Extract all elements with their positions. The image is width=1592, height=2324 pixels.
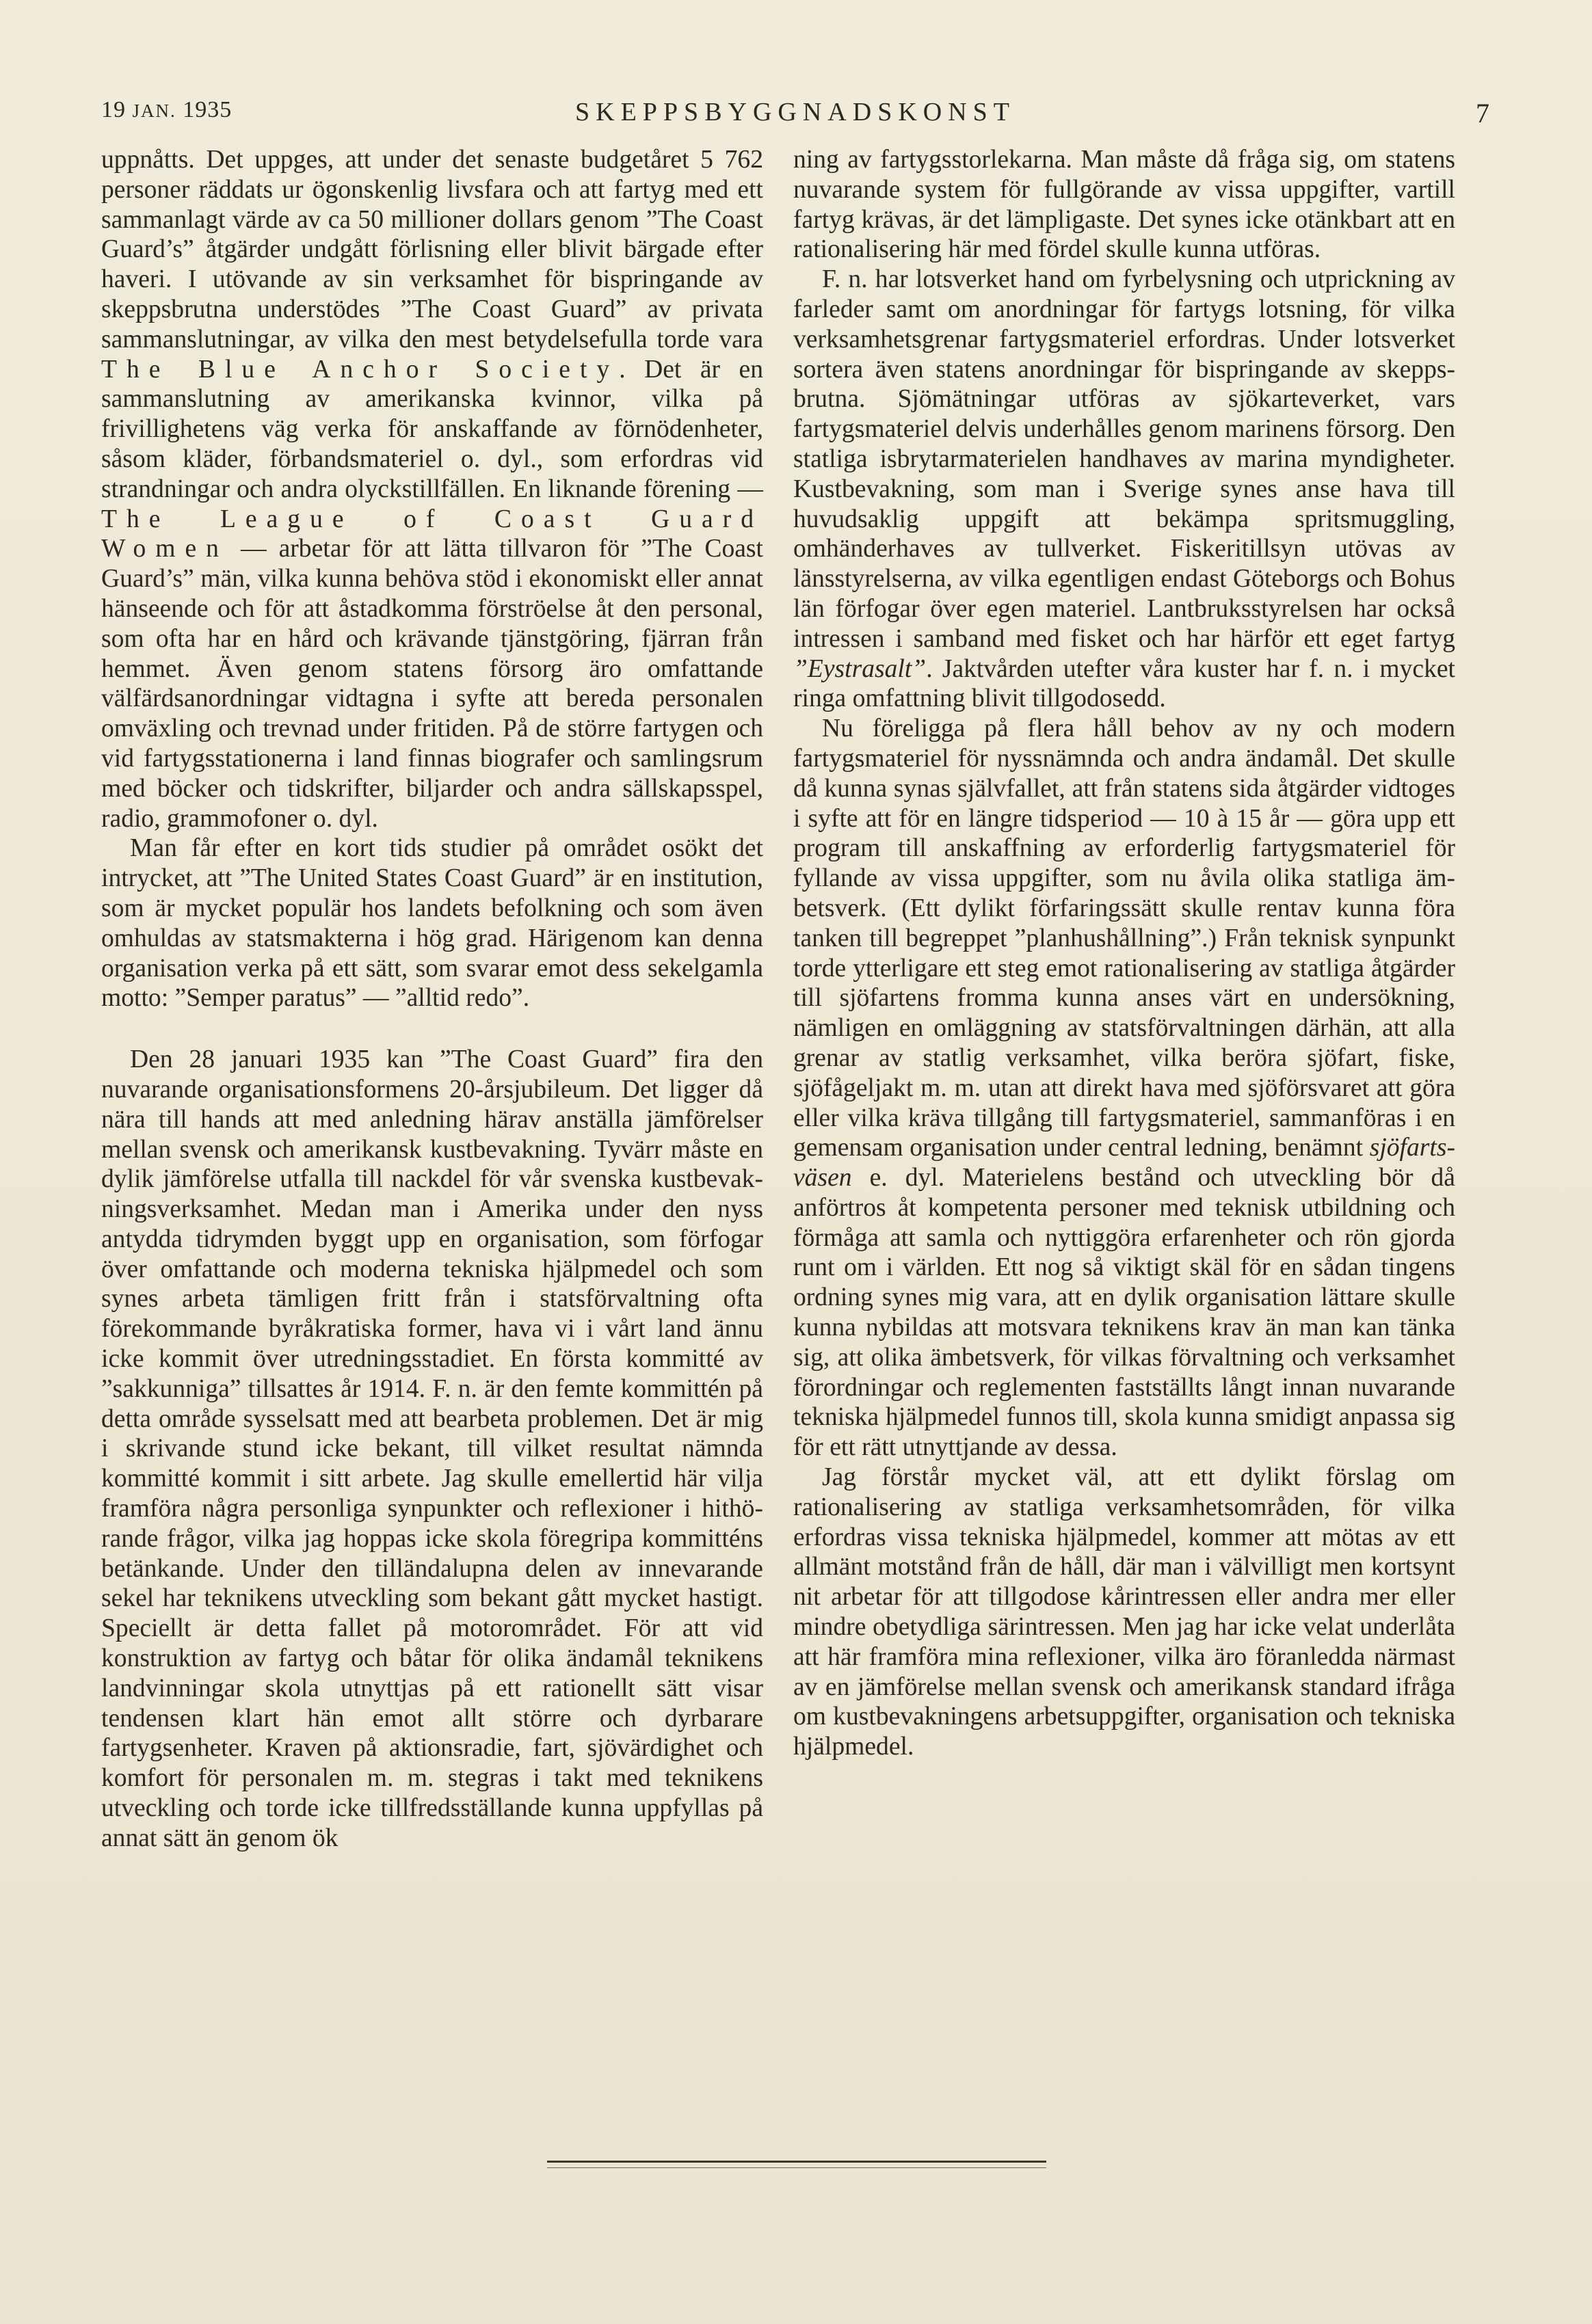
paragraph-agencies — [793, 265, 1455, 714]
paragraph-conclusion: Jag förstår mycket väl, att ett dylikt förslag om rationalisering av statliga verksamhetsområden, för vilka erfordras vissa tekniska hjälpmedel, kommer att mötas av ett allmänt motstånd från de håll, där man i välvilligt men kortsynt nit arbetar för att tillgodose kårintressen eller andra mer eller mindre obetydliga särintressen. Men jag har icke velat underlåta att här framföra mina reflexioner, vilka äro föranledda närmast av en jämförelse mellan svensk och amerikansk standard ifråga om kustbevakningens arbetsuppgifter, organisation och tekniska hjälpmedel. — [793, 1463, 1455, 1761]
spaced-name-blue-anchor: The Blue Anchor Society — [101, 355, 620, 384]
right-column — [793, 145, 1455, 1762]
text-run: Nu föreligga på flera håll behov av ny och modern fartygsmateriel för nyssnämnda och andra ändamål. Det skulle då kunna synas självfallet, att från statens sida åtgärder vidtoges i syfte att för en längre tidsperiod — 10 à 15 år — göra upp ett program till anskaffning av erforderlig fartygsmateriel för fyllande av vissa uppgifter, som nu åvila olika statliga ämbetsverk. (Ett dylikt förfaringssätt skulle rentav kunna föra tanken till begreppet ”planhushållning”.) Från teknisk synpunkt torde ytterligare ett steg emot rationalisering av statliga åtgärder till sjöfartens fromma kunna anses värt en undersökning, nämligen en omläggning av statsförvaltningen därhän, att alla grenar av statlig verksamhet, vilka beröra sjöfart, fiske, sjöfågeljakt m. m. utan att direkt hava med sjöförsvaret att göra eller vilka kräva tillgång till fartygsmateriel, sammanföras i en gemensam organisation under central ledning, benämnt — [793, 714, 1455, 1162]
vessel-name-eystrasalt: ”Eystrasalt” — [793, 654, 927, 683]
end-rule — [547, 2161, 1046, 2163]
paragraph-anniversary: Den 28 januari 1935 kan ”The Coast Guard” fira den nuvarande organisationsformens 20-årsjubileum. Det ligger då nära till hands att med anledning härav anställa jämförelser mellan svensk och amerikansk kustbevakning. Tyvärr måste en dylik jämförelse utfalla till nackdel för vår svenska kustbevakningsverksamhet. Medan man i Amerika under den nyss antydda tidrymden byggt upp en organisation, som förfogar över omfattande och moderna tekniska hjälpmedel och som synes arbeta tämligen fritt från i statsförvaltning ofta förekommande byråkratiska former, hava vi i vårt land ännu icke kommit över utredningsstadiet. En första kommitté av ”sakkunniga” tillsattes år 1914. F. n. är den femte kommittén på detta område sysselsatt med att bearbeta problemen. Det är mig i skrivande stund icke bekant, till vilket resultat nämnda kommitté kommit i sitt arbete. Jag skulle emellertid här vilja framföra några personliga synpunkter och reflexioner i hithörande frågor, vilka jag hoppas icke skola föregripa kommitténs betänkande. Under den tilländalupna delen av innevarande sekel har teknikens utveckling som bekant gått mycket hastigt. Speciellt är detta fallet på motorområdet. För att vid konstruktion av fartyg och båtar för olika ändamål teknikens landvinningar skola utnyttjas på ett rationellt sätt visar tendensen klart hän emot allt större och dyrbarare fartygsenheter. Kraven på aktionsradie, fart, sjövärdighet och komfort för personalen m. m. stegras i takt med teknikens utveckling och torde icke tillfredsställande kunna uppfyllas på annat sätt än genom ök — [101, 1045, 763, 1852]
paragraph-coast-guard-rescues — [101, 145, 763, 833]
paragraph-semper-paratus: Man får efter en kort tids studier på området osökt det intrycket, att ”The United States Coast Guard” är en institution, som är mycket populär hos landets befolkning och som även omhuldas av statsmakterna i hög grad. Härigenom kan denna organisation verka på ett sätt, som svarar emot dess sekelgamla motto: ”Semper paratus” — ”alltid redo”. — [101, 834, 763, 1013]
left-column — [101, 145, 763, 1854]
paragraph-rationalisation — [793, 714, 1455, 1462]
journal-title: SKEPPSBYGGNADSKONST — [575, 98, 1016, 126]
text-run: uppnåtts. Det uppges, att under det senaste budgetåret 5 762 personer räddats ur ögonskenlig livsfara och att fartyg med ett sammanlagt värde av ca 50 millioner dollars genom ”The Coast Guard’s” åtgärder undgått förlisning eller blivit bärgade efter haveri. I utövande av sin verksamhet för bispringande av skeppsbrutna understödes ”The Coast Guard” av privata sammanslutningar, av vilka den mest betydelsefulla torde vara — [101, 146, 763, 353]
header-date-month: JAN. — [132, 101, 176, 121]
end-rule-thin — [547, 2167, 1046, 2168]
text-run: . Det är en sammanslutning av amerikanska kvinnor, vilka på frivillighetens väg verka för anskaffande av förnödenheter, såsom kläder, förbandsmateriel o. dyl., som erfordras vid strandningar och andra olyckstillfällen. En liknande förening — — [101, 355, 764, 503]
text-run: e. dyl. Materielens bestånd och utveckling bör då anförtros åt kompetenta personer med teknisk utbildning och förmåga att samla och nyttiggöra erfarenheter och rön gjorda runt om i världen. Ett nog så viktigt skäl för en sådan tingens ordning synes mig vara, att en dylik organisation lättare skulle kunna nybildas att motsvara teknikens krav än man kan tänka sig, att olika ämbetsverk, för vilkas förvaltning och verksamhet förordningar och reglementen fastställts långt innan nuvarande tekniska hjälpmedel funnos till, skola kunna smidigt anpassa sig för ett rätt utnyttjande av dessa. — [793, 1164, 1455, 1462]
spaced-name-league: The League of Coast Guard Women — [101, 505, 763, 563]
header-date-day: 19 — [101, 97, 126, 122]
running-header — [101, 97, 1489, 138]
paragraph-vessel-size: ning av fartygsstorlekarna. Man måste då fråga sig, om statens nuvarande system för fullgörande av vissa uppgifter, vartill fartyg krävas, är det lämpligaste. Det synes icke otänkbart att en rationalisering här med fördel skulle kunna utföras. — [793, 146, 1455, 264]
term-sjofartsvasen: sjöfartsväsen — [793, 1134, 1455, 1192]
header-date-year: 1935 — [183, 97, 233, 122]
text-run: — arbetar för att lätta tillvaron för ”The Coast Guard’s” män, vilka kunna behöva stöd i ekonomiskt eller annat hänseende och för att åstadkomma förströelse åt den personal, som ofta har en hård och krävande tjänstgöring, fjärran från hemmet. Även genom statens försorg äro omfattande välfärdsanordningar vidtagna i syfte att bereda personalen omväxling och trevnad under fritiden. På de större fartygen och vid fartygsstationerna i land finnas biografer och samlingsrum med böcker och tidskrifter, biljarder och andra sällskapsspel, radio, grammofoner o. dyl. — [101, 535, 763, 833]
page-number: 7 — [1476, 98, 1489, 129]
text-run: F. n. har lotsverket hand om fyrbelysning och utprickning av farleder samt om anordningar för fartygs lotsning, för vilka verksamhetsgrenar fartygsmateriel erfordras. Under lotsverket sortera även statens anordningar för bispringande av skeppsbrutna. Sjömätningar utföras av sjökarteverket, vars fartygsmateriel delvis underhålles genom marinens försorg. Den statliga isbrytarmaterielen handhaves av marina myndigheter. Kustbevakning, som man i Sverige synes anse hava till huvudsaklig uppgift att bekämpa spritsmuggling, omhänderhaves av tullverket. Fiskeritillsyn utövas av länsstyrelserna, av vilka egentligen endast Göteborgs och Bohus län förfogar över egen materiel. Lantbruksstyrelsen har också intressen i samband med fisket och har härför ett eget fartyg — [793, 265, 1455, 653]
text-run: . Jaktvården utefter våra kuster har f. n. i mycket ringa omfattning blivit tillgodosedd. — [793, 654, 1455, 713]
